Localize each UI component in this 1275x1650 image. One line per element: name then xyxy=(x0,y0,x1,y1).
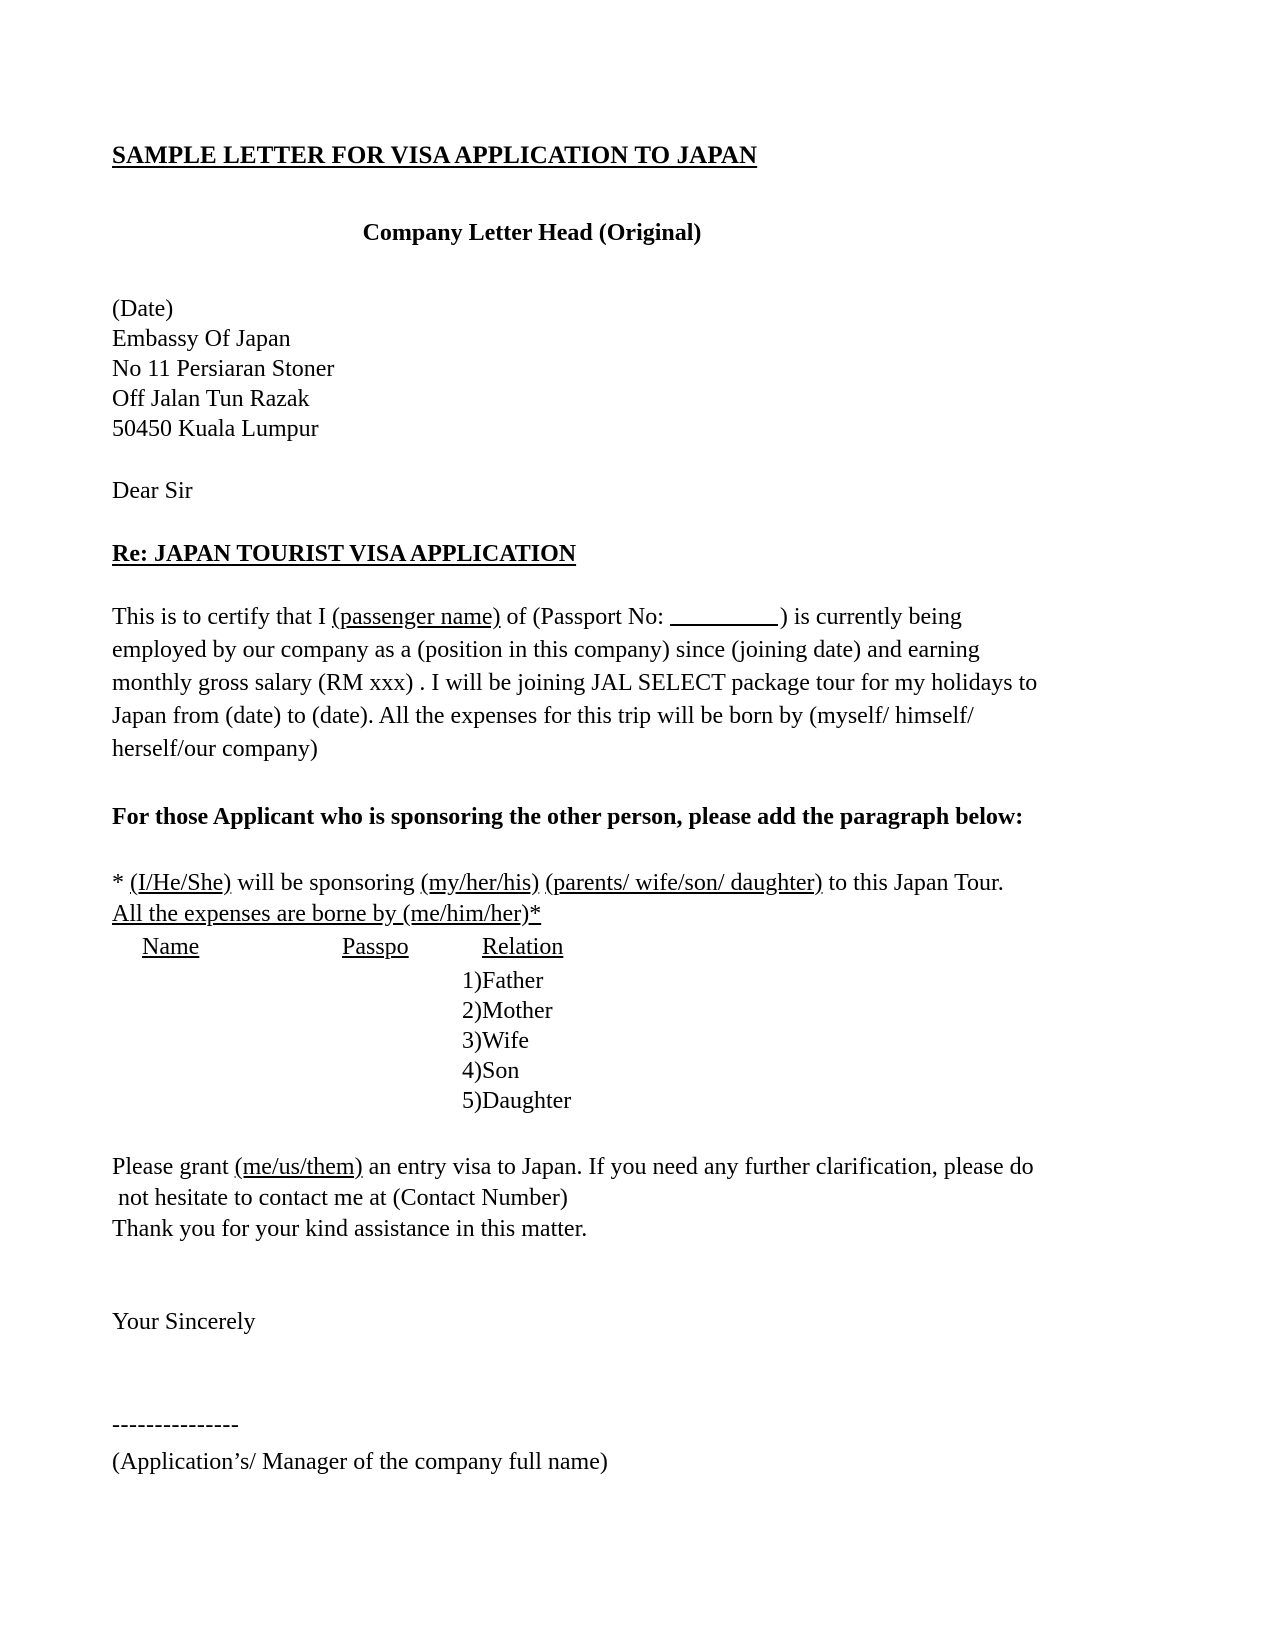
table-header-name: Name xyxy=(142,933,200,960)
table-cell-relation: Son xyxy=(482,1057,520,1084)
table-row xyxy=(142,1086,662,1116)
closing-paragraph xyxy=(112,1152,1062,1245)
table-cell-relation: Mother xyxy=(482,997,553,1024)
table-cell-number: 2) xyxy=(462,997,482,1024)
subject-line: Re: JAPAN TOURIST VISA APPLICATION xyxy=(112,541,577,568)
table-cell-number: 1) xyxy=(462,967,482,994)
body-segment-5: by our company as a (position in this company) since (joining date) and earning monthly gross xyxy=(112,637,980,697)
sponsor-paragraph xyxy=(112,868,1062,930)
signature-dashed-line: --------------- xyxy=(112,1411,240,1438)
table-cell-relation: Wife xyxy=(482,1027,530,1054)
closing-pre: Please grant xyxy=(112,1153,235,1180)
table-header-relation: Relation xyxy=(482,933,564,960)
address-line-city: 50450 Kuala Lumpur xyxy=(112,416,319,443)
table-cell-name xyxy=(142,996,342,1026)
table-cell-number: 4) xyxy=(462,1057,482,1084)
body-passenger-name-placeholder: (passenger name) xyxy=(331,604,501,631)
address-line-street: No 11 Persiaran Stoner xyxy=(112,356,335,383)
signature-name-placeholder: (Application’s/ Manager of the company full name) xyxy=(112,1448,608,1475)
sponsor-possessive-placeholder: (my/her/his) xyxy=(420,869,540,896)
sponsor-asterisk: * xyxy=(112,869,130,896)
table-cell-name xyxy=(142,1026,342,1056)
sponsor-expenses-line: All the expenses are borne by (me/him/her)* xyxy=(112,900,542,927)
address-date-placeholder: (Date) xyxy=(112,296,174,323)
letter-content xyxy=(112,140,1062,1477)
body-segment-4: ) is currently being employed xyxy=(112,604,962,664)
salutation: Dear Sir xyxy=(112,478,193,505)
page-title: SAMPLE LETTER FOR VISA APPLICATION TO JAPAN xyxy=(112,142,758,169)
company-letterhead: Company Letter Head (Original) xyxy=(362,220,702,247)
recipient-address-block xyxy=(112,294,1062,444)
address-line-off: Off Jalan Tun Razak xyxy=(112,386,310,413)
body-segment-7: to (date). All the expenses for this trip will be born by (myself/ himself/ herself/our company) xyxy=(112,703,974,763)
table-cell-name xyxy=(142,966,342,996)
sponsor-instruction-heading: For those Applicant who is sponsoring the other person, please add the paragraph below: xyxy=(112,804,1024,831)
table-cell-relation: Father xyxy=(482,967,544,994)
closing-thanks-line: Thank you for your kind assistance in this matter. xyxy=(112,1215,588,1242)
table-header-row xyxy=(142,932,662,966)
table-row xyxy=(142,996,662,1026)
body-segment-1: This is to certify that I xyxy=(112,604,332,631)
signoff: Your Sincerely xyxy=(112,1308,256,1335)
sponsor-relations-placeholder: (parents/ wife/son/ daughter) xyxy=(545,869,823,896)
sponsor-pronoun-placeholder: (I/He/She) xyxy=(130,869,232,896)
body-segment-3: of (Passport No: xyxy=(500,604,664,631)
table-row xyxy=(142,1026,662,1056)
closing-recipient-placeholder: (me/us/them) xyxy=(234,1153,363,1180)
sponsor-tail: to this Japan Tour. xyxy=(822,869,1004,896)
table-cell-number: 3) xyxy=(462,1027,482,1054)
table-cell-relation: Daughter xyxy=(482,1087,572,1114)
passport-number-blank xyxy=(670,607,778,626)
body-paragraph xyxy=(112,601,1062,766)
table-header-passport: Passpo xyxy=(342,933,409,960)
table-cell-number: 5) xyxy=(462,1087,482,1114)
table-cell-name xyxy=(142,1086,342,1116)
body-segment-6: salary (RM xxx) . I will be joining JAL SELECT package tour for my holidays to Japan from (date) xyxy=(112,670,1038,730)
table-cell-name xyxy=(142,1056,342,1086)
table-row xyxy=(142,966,662,996)
address-line-embassy: Embassy Of Japan xyxy=(112,326,291,353)
sponsor-mid-1: will be sponsoring xyxy=(231,869,421,896)
closing-contact-line: not hesitate to contact me at (Contact Number) xyxy=(118,1184,568,1211)
sponsored-persons-table xyxy=(142,932,662,1116)
closing-post: an entry visa to Japan. If you need any further clarification, please do xyxy=(362,1153,1034,1180)
table-row xyxy=(142,1056,662,1086)
